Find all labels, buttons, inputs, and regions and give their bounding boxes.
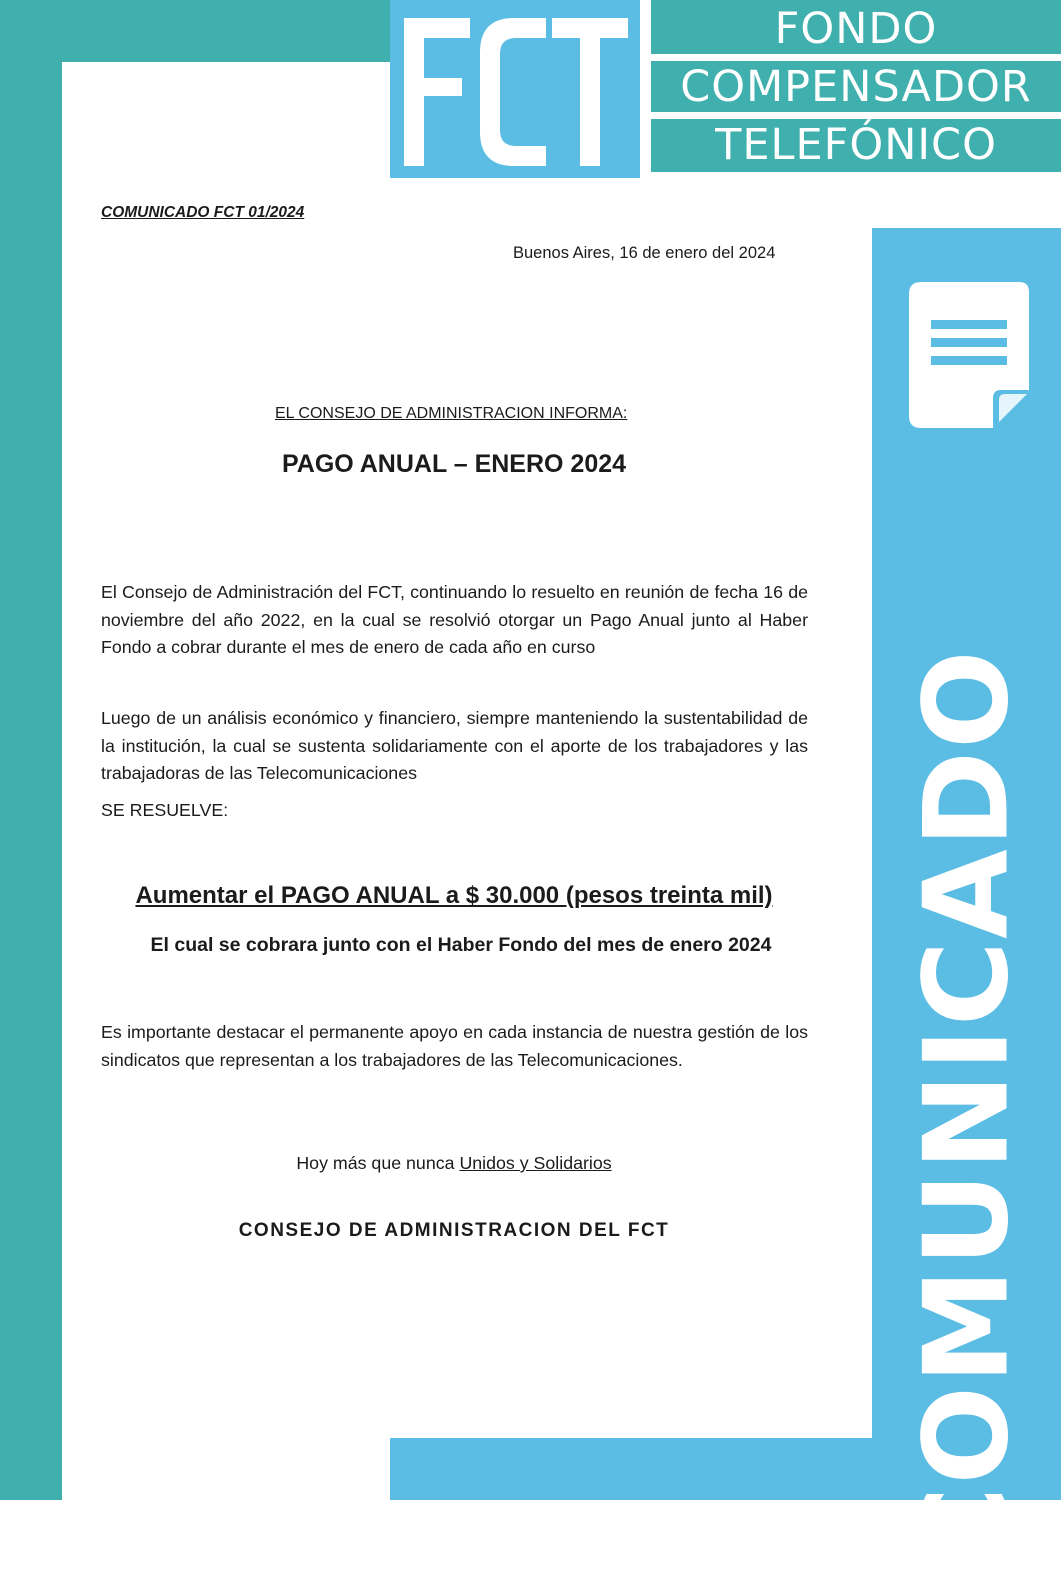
signature: CONSEJO DE ADMINISTRACION DEL FCT [238,1220,670,1241]
main-heading: PAGO ANUAL – ENERO 2024 [281,450,627,478]
fund-name-line-3: TELEFÓNICO [715,120,997,170]
fund-name-line-1: FONDO [774,4,938,54]
resolve-label: SE RESUELVE: [101,800,229,820]
resolution-heading: Aumentar el PAGO ANUAL a $ 30.000 (pesos treinta mil) [135,882,773,909]
closing-line [0,1153,908,1174]
resolution-detail: El cual se cobrara junto con el Haber Fondo del mes de enero 2024 [150,934,772,956]
fund-name-divider [651,112,1061,119]
paragraph-2: Luego de un análisis económico y financiero, siempre manteniendo la sustentabilidad de la institución, la cual se sustenta solidariamente con el aporte de los trabajadores y las trabajadoras de las Telecomunicaciones [101,708,808,783]
communique-id: COMUNICADO FCT 01/2024 [101,204,305,221]
fct-logo [398,8,634,170]
council-informs-heading: EL CONSEJO DE ADMINISTRACION INFORMA: [275,405,628,422]
paragraph-1: El Consejo de Administración del FCT, continuando lo resuelto en reunión de fecha 16 de noviembre del año 2022, en la cual se resolvió otorgar un Pago Anual junto al Haber Fondo a cobrar durante el mes de enero de cada año en curso [101,582,808,657]
document-icon [909,282,1031,430]
date-line: Buenos Aires, 16 de enero del 2024 [513,244,776,262]
left-frame-bar [0,0,62,1500]
fund-name-line-2: COMPENSADOR [680,62,1032,112]
fund-name-divider [651,54,1061,61]
fund-name-block [651,0,1061,172]
paragraph-3: Es importante destacar el permanente apoyo en cada instancia de nuestra gestión de los sindicatos que representan a los trabajadores de las Telecomunicaciones. [101,1022,808,1070]
closing-emphasis: Unidos y Solidarios [459,1153,612,1173]
comunicado-vertical-label: COMUNICADO [899,648,1035,1572]
closing-prefix: Hoy más que nunca [296,1153,460,1173]
top-frame-bar [0,0,390,62]
